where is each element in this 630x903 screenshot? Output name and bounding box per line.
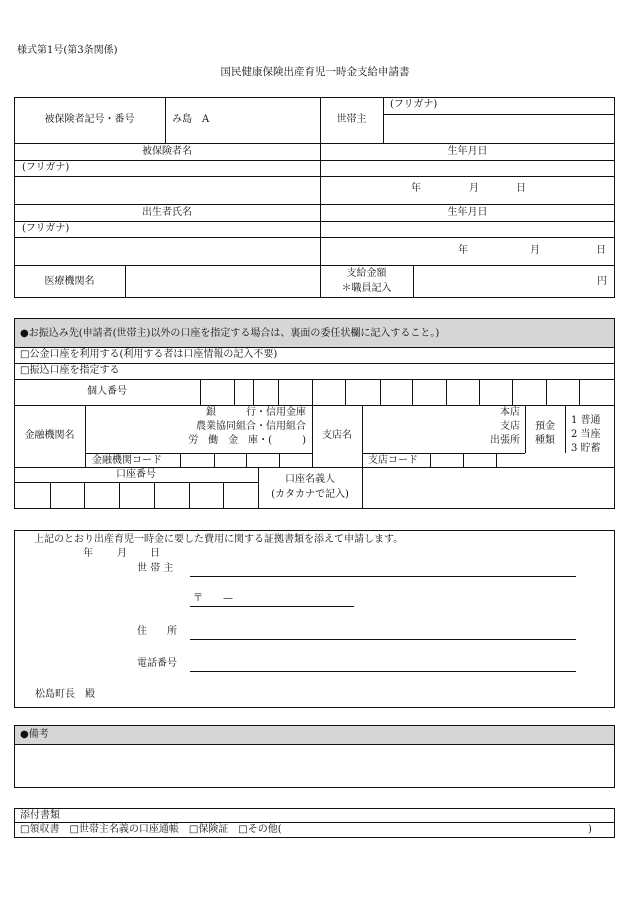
declaration-statement: 上記のとおり出産育児一時金に要した費用に関する証拠書類を添えて申請します。: [34, 534, 404, 545]
personal-number-label: 個人番号: [87, 386, 127, 397]
child-birth-year: 年: [458, 245, 468, 256]
child-birth-day: 日: [596, 245, 606, 256]
hospital-label: 医療機関名: [44, 276, 95, 287]
householder-furigana: (フリガナ): [390, 99, 438, 110]
deposit-type-1[interactable]: 1 普通: [571, 415, 601, 426]
form-title: 国民健康保険出産育児一時金支給申請書: [220, 66, 410, 78]
insured-furigana: (フリガナ): [22, 162, 70, 173]
insured-birth-year: 年: [411, 183, 421, 194]
branch-type-3[interactable]: 出張所: [490, 435, 520, 446]
transfer-account-option[interactable]: □振込口座を指定する: [20, 365, 120, 376]
child-birthdate-label: 生年月日: [447, 207, 488, 218]
child-birth-month: 月: [530, 245, 540, 256]
bank-type-1[interactable]: 銀 行・信用金庫: [206, 407, 306, 418]
staff-entry-label: ＊職員記入: [341, 283, 392, 294]
householder-label: 世帯主: [336, 114, 367, 125]
attachments-label: 添付書類: [20, 810, 60, 821]
account-number-label: 口座番号: [116, 469, 156, 480]
insured-number-value[interactable]: み島 A: [172, 114, 210, 125]
insured-birthdate-label: 生年月日: [447, 146, 488, 157]
remarks-input[interactable]: [16, 746, 613, 786]
form-number: 様式第1号(第3条関係): [17, 45, 118, 56]
child-furigana: (フリガナ): [22, 223, 70, 234]
deposit-type-label: 預金種類: [535, 421, 555, 446]
phone-line[interactable]: [190, 671, 576, 672]
addressee: 松島町長 殿: [35, 689, 95, 700]
declaration-box: [14, 530, 615, 708]
transfer-notice: ●お振込み先(申請者(世帯主)以外の口座を指定する場合は、裏面の委任状欄に記入すること。): [20, 328, 440, 339]
insured-name-label: 被保険者名: [142, 146, 192, 157]
postal-code-label: 〒 —: [193, 593, 233, 604]
child-name-label: 出生者氏名: [142, 207, 192, 218]
public-account-option[interactable]: □公金口座を利用する(利用する者は口座情報の記入不要): [20, 349, 278, 360]
address-label: 住 所: [137, 626, 177, 637]
date-month: 月: [117, 548, 127, 559]
applicant-info-table: [14, 97, 615, 298]
date-day: 日: [150, 548, 160, 559]
bank-type-3[interactable]: 労 働 金 庫・( ): [188, 435, 306, 446]
bank-name-label: 金融機関名: [24, 430, 75, 441]
remarks-label: ●備考: [20, 729, 49, 740]
branch-code-label: 支店コード: [368, 455, 418, 466]
insured-birth-month: 月: [469, 183, 479, 194]
postal-code-line[interactable]: [190, 606, 354, 607]
deposit-type-3[interactable]: 3 貯蓄: [571, 443, 601, 454]
account-holder-note: (カタカナで記入): [271, 489, 349, 500]
deposit-type-2[interactable]: 2 当座: [571, 429, 601, 440]
insured-number-label: 被保険者記号・番号: [44, 114, 135, 125]
branch-name-label: 支店名: [322, 430, 352, 441]
householder-signature-label: 世 帯 主: [137, 563, 174, 574]
insured-birth-day: 日: [516, 183, 526, 194]
bank-code-label: 金融機関コード: [92, 455, 162, 466]
householder-signature-line[interactable]: [190, 576, 576, 577]
attachments-items[interactable]: □領収書 □世帯主名義の口座通帳 □保険証 □その他(: [20, 824, 282, 835]
attachments-close-paren: ): [588, 824, 592, 835]
bank-type-2[interactable]: 農業協同組合・信用組合: [196, 421, 306, 432]
address-line[interactable]: [190, 639, 576, 640]
branch-type-2[interactable]: 支店: [500, 421, 520, 432]
yen-label: 円: [597, 276, 607, 287]
account-holder-label: 口座名義人: [285, 474, 335, 485]
payment-amount-label: 支給金額: [346, 268, 387, 279]
date-year: 年: [83, 548, 93, 559]
phone-label: 電話番号: [137, 658, 177, 669]
branch-type-1[interactable]: 本店: [500, 407, 520, 418]
